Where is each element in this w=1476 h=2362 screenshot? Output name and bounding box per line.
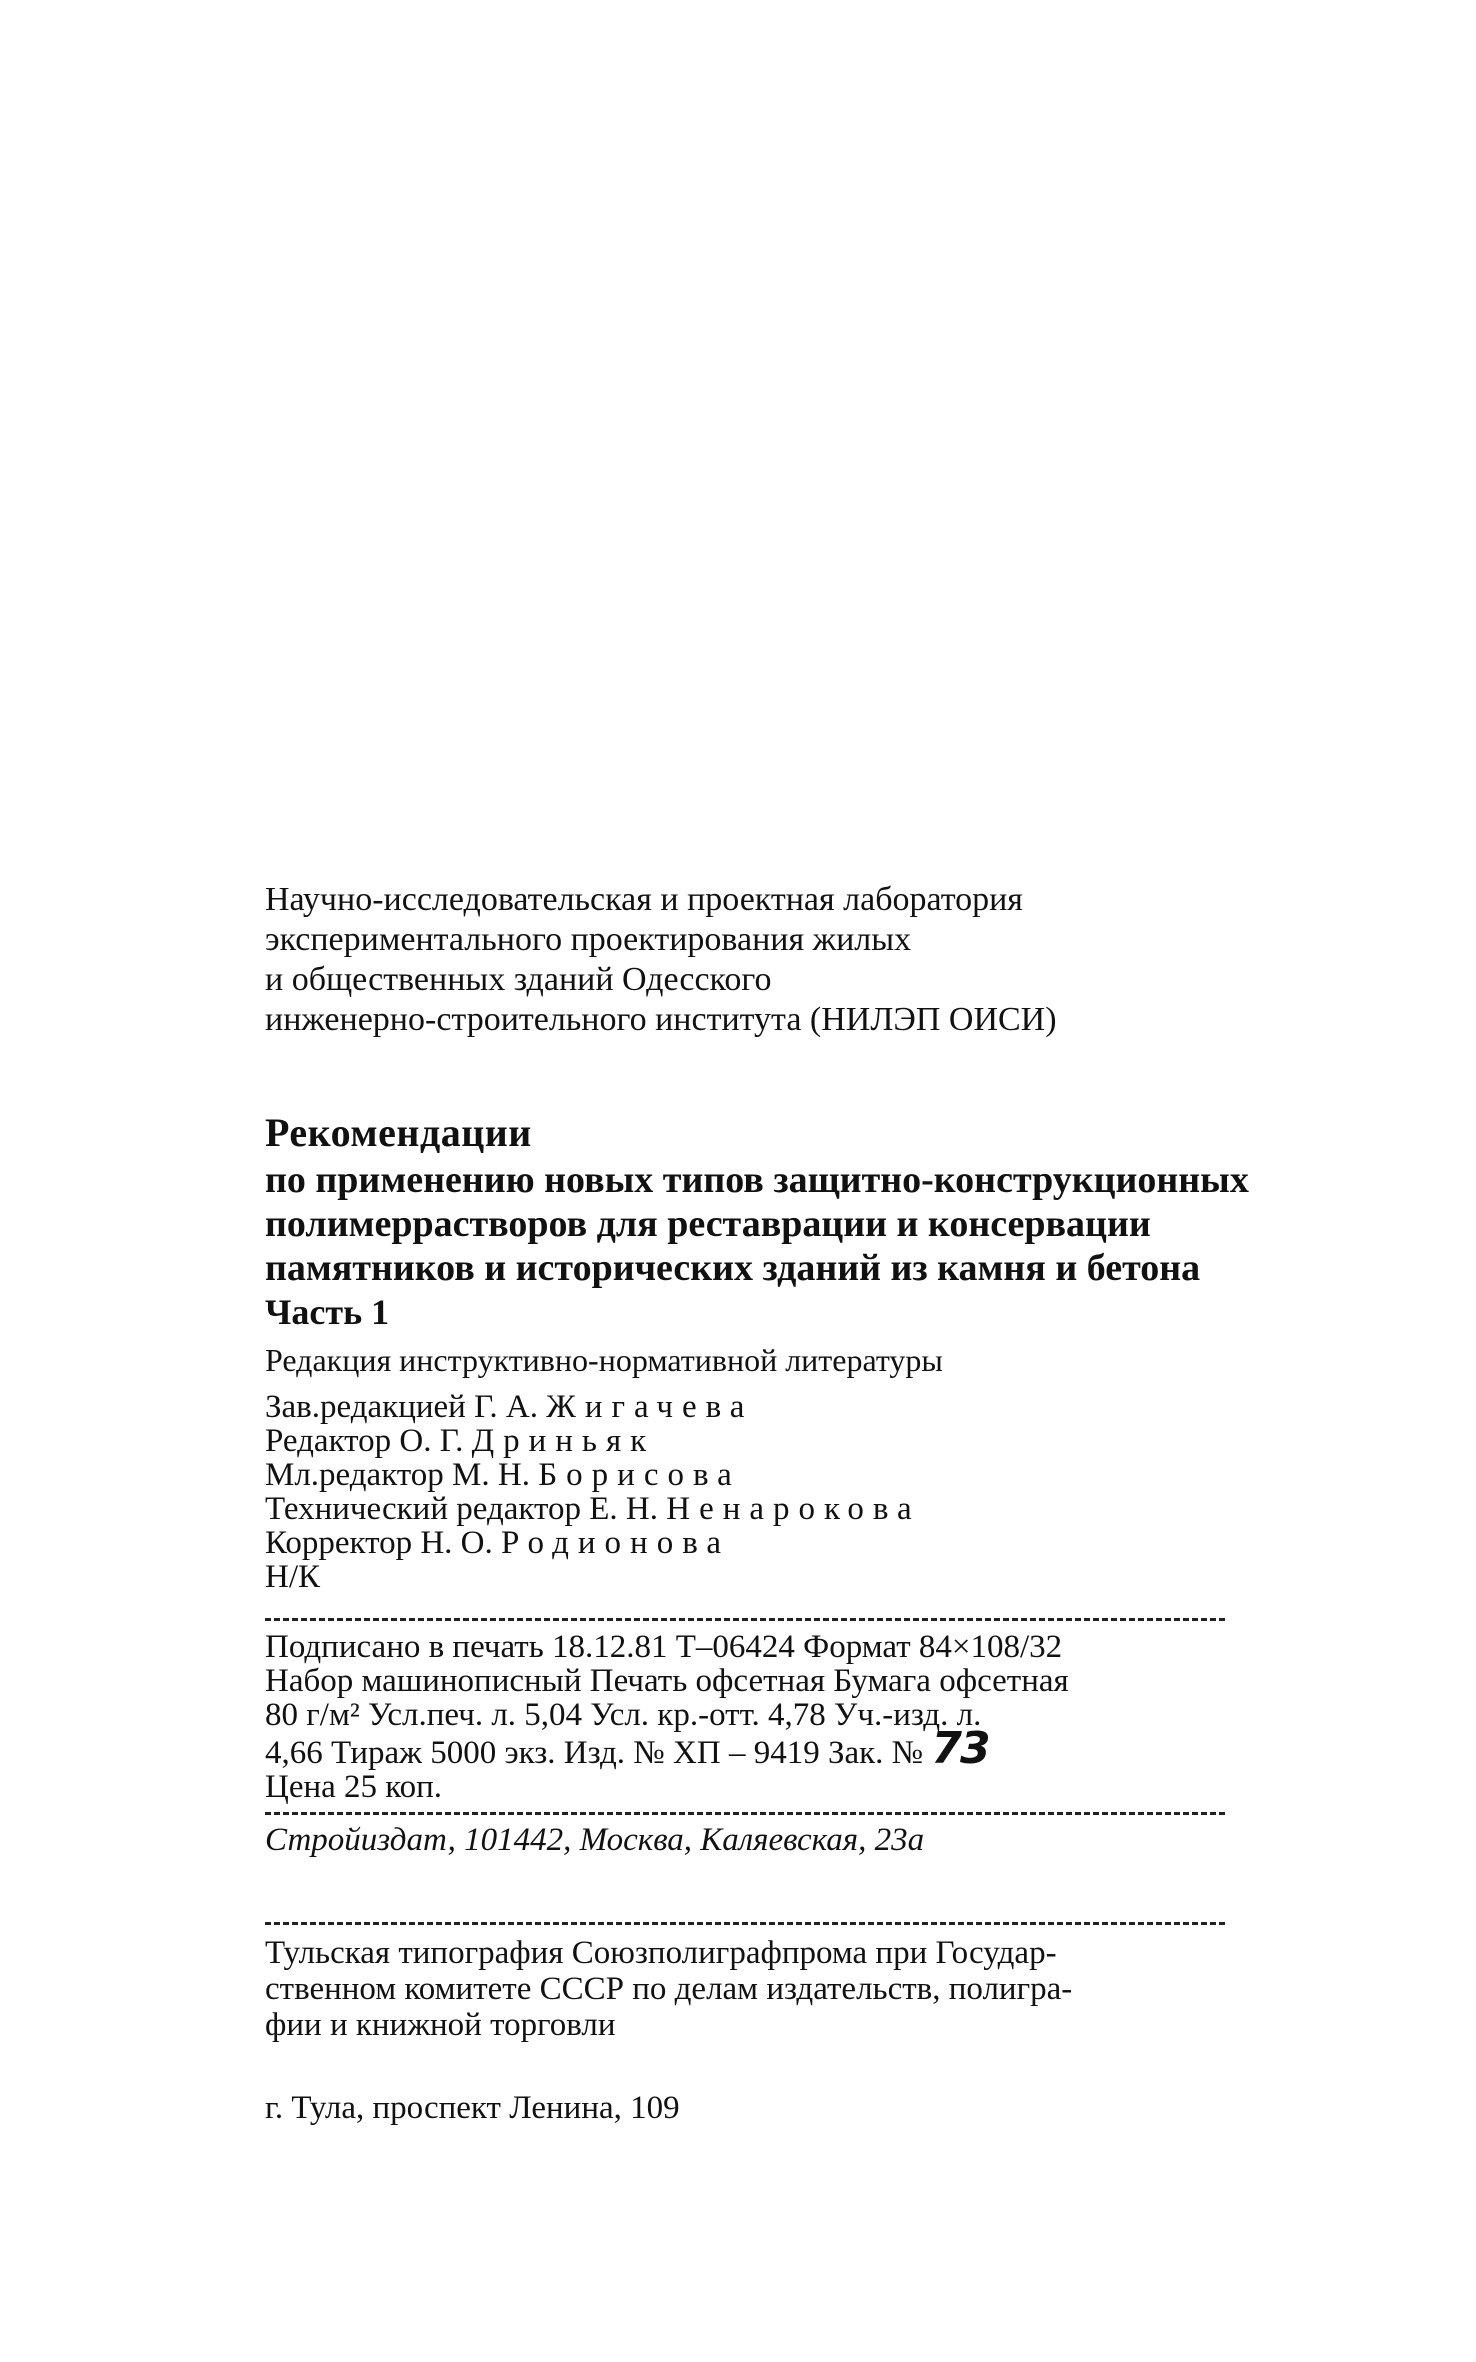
printer-address: г. Тула, проспект Ленина, 109: [265, 2090, 680, 2126]
staff-role: Корректор Н. О.: [265, 1525, 493, 1561]
divider: [265, 1922, 1225, 1925]
staff-tech-editor: [265, 1492, 1285, 1526]
price-line: Цена 25 коп.: [265, 1769, 443, 1805]
printer-line: фии и книжной торговли: [265, 2007, 616, 2043]
staff-block: [265, 1390, 1285, 1594]
order-number-handwritten: 73: [931, 1723, 989, 1774]
document-title: [265, 1158, 1285, 1290]
staff-role: Зав.редакцией Г. А.: [265, 1389, 539, 1425]
printer-line: Тульская типография Союзполиграфпрома при Государ-: [265, 1935, 1057, 1971]
staff-name: Ненарокова: [666, 1491, 921, 1527]
document-title-block: [265, 1108, 1285, 1382]
staff-editor: [265, 1424, 1285, 1458]
staff-junior-editor: [265, 1458, 1285, 1492]
print-details-line: Подписано в печать 18.12.81 Т–06424 Формат 84×108/32: [265, 1629, 1063, 1665]
staff-proofreader: [265, 1526, 1285, 1560]
staff-role: Редактор О. Г.: [265, 1423, 464, 1459]
document-title-line: памятников и исторических зданий из камня и бетона: [265, 1247, 1201, 1289]
staff-name: Борисова: [538, 1457, 741, 1493]
staff-name: Жигачева: [546, 1389, 754, 1425]
organization-line: и общественных зданий Одесского: [265, 961, 772, 998]
print-details-text: 4,66 Тираж 5000 экз. Изд. № ХП – 9419 Зак. №: [265, 1735, 924, 1771]
document-title-line: по применению новых типов защитно-конструкционных: [265, 1159, 1249, 1201]
organization-block: [265, 880, 1285, 1040]
organization-line: Научно-исследовательская и проектная лаборатория: [265, 881, 1023, 918]
print-details-line: 80 г/м² Усл.печ. л. 5,04 Усл. кр.-отт. 4,78 Уч.-изд. л.: [265, 1697, 982, 1733]
staff-code: Н/К: [265, 1559, 321, 1595]
publisher-line: Стройиздат, 101442, Москва, Каляевская, 23а: [265, 1822, 925, 1858]
staff-name: Родионова: [501, 1525, 730, 1561]
edition-label: Редакция инструктивно-нормативной литературы: [265, 1342, 943, 1378]
print-details-block: [265, 1630, 1285, 1804]
divider: [265, 1618, 1225, 1621]
organization-line: инженерно-строительного института (НИЛЭП ОИСИ): [265, 1001, 1057, 1038]
divider: [265, 1812, 1225, 1815]
staff-head-editor: [265, 1390, 1285, 1424]
document-title-line: полимеррастворов для реставрации и консервации: [265, 1203, 1151, 1245]
print-details-line: Набор машинописный Печать офсетная Бумага офсетная: [265, 1663, 1069, 1699]
document-heading: Рекомендации: [265, 1110, 532, 1155]
organization-line: экспериментального проектирования жилых: [265, 921, 912, 958]
staff-role: Мл.редактор М. Н.: [265, 1457, 530, 1493]
print-details-line: [265, 1723, 1285, 1774]
staff-name: Дриньяк: [471, 1423, 656, 1459]
printer-line: ственном комитете СССР по делам издательств, полигра-: [265, 1971, 1073, 2007]
document-part: Часть 1: [265, 1292, 390, 1332]
staff-role: Технический редактор Е. Н.: [265, 1491, 658, 1527]
printer-block: [265, 1935, 1215, 2043]
